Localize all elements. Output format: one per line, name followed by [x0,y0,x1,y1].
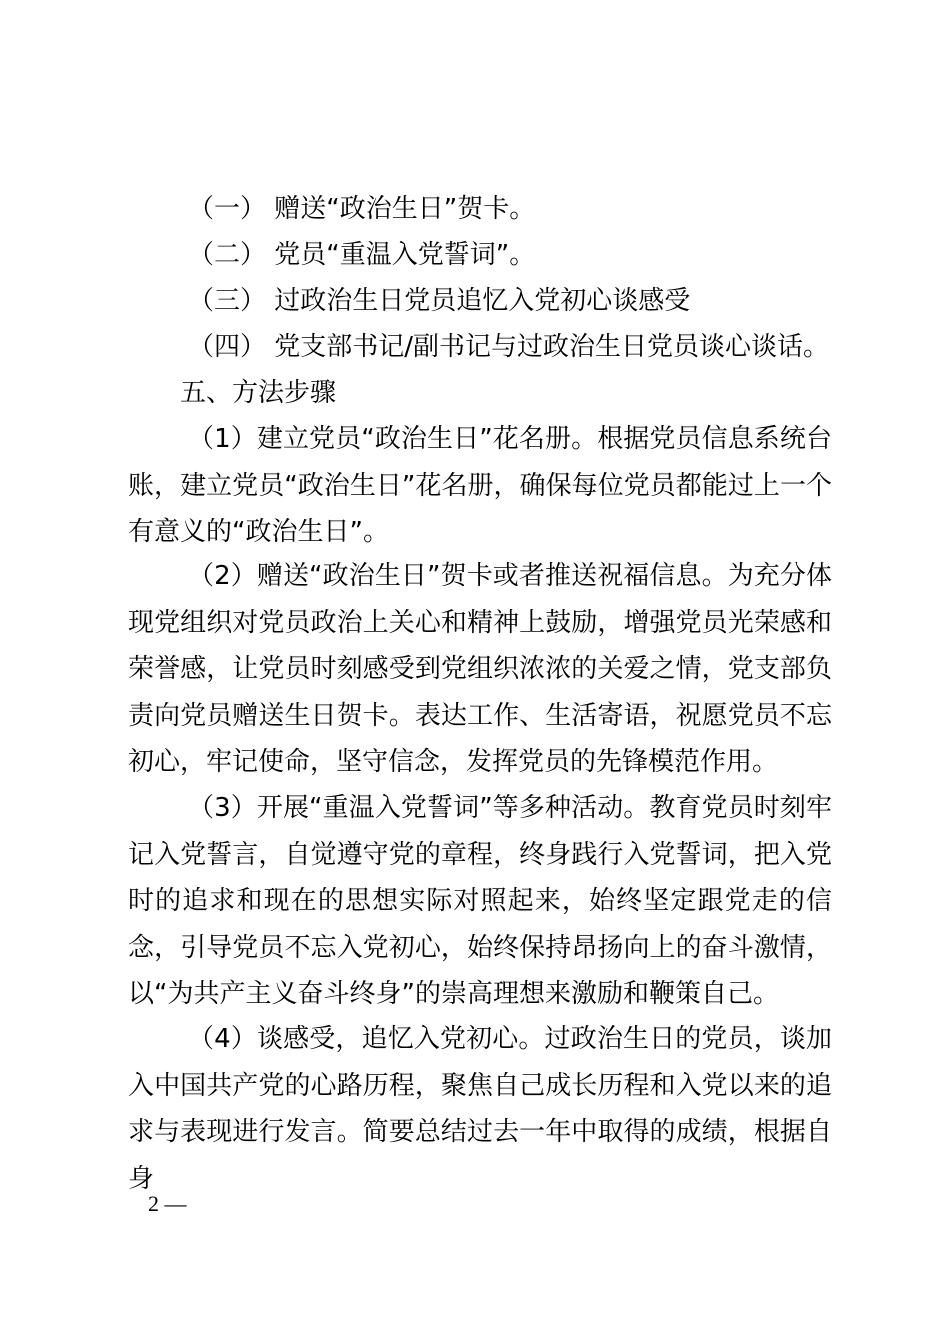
list-item-4: （四） 党支部书记/副书记与过政治生日党员谈心谈话。 [188,332,830,362]
paragraph-1: （1）建立党员“政治生日”花名册。根据党员信息系统台账，建立党员“政治生日”花名册，确保每位党员都能过上一个有意义的“政治生日”。 [128,424,832,547]
page-number: 2 — [148,1191,187,1216]
list-item-1: （一） 赠送“政治生日”贺卡。 [188,194,536,224]
paragraph-4: （4）谈感受，追忆入党初心。过政治生日的党员，谈加入中国共产党的心路历程，聚焦自己成长历程和入党以来的追求与表现进行发言。简要总结过去一年中取得的成绩，根据自身 [128,1024,832,1194]
list-item-3: （三） 过政治生日党员追忆入党初心谈感受 [188,286,691,316]
paragraph-3: （3）开展“重温入党誓词”等多种活动。教育党员时刻牢记入党誓言，自觉遵守党的章程，终身践行入党誓词，把入党时的追求和现在的思想实际对照起来，始终坚定跟党走的信念，引导党员不忘入党初心，始终保持昂扬向上的奋斗激情，以“为共产主义奋斗终身”的崇高理想来激励和鞭策自己。 [128,793,832,1009]
paragraph-2: （2）赠送“政治生日”贺卡或者推送祝福信息。为充分体现党组织对党员政治上关心和精神上鼓励，增强党员光荣感和荣誉感，让党员时刻感受到党组织浓浓的关爱之情，党支部负责向党员赠送生日贺卡。表达工作、生活寄语，祝愿党员不忘初心，牢记使命，坚守信念，发挥党员的先锋模范作用。 [128,561,832,777]
section-heading: 五、方法步骤 [180,378,337,408]
list-item-2: （二） 党员“重温入党誓词”。 [188,240,536,270]
